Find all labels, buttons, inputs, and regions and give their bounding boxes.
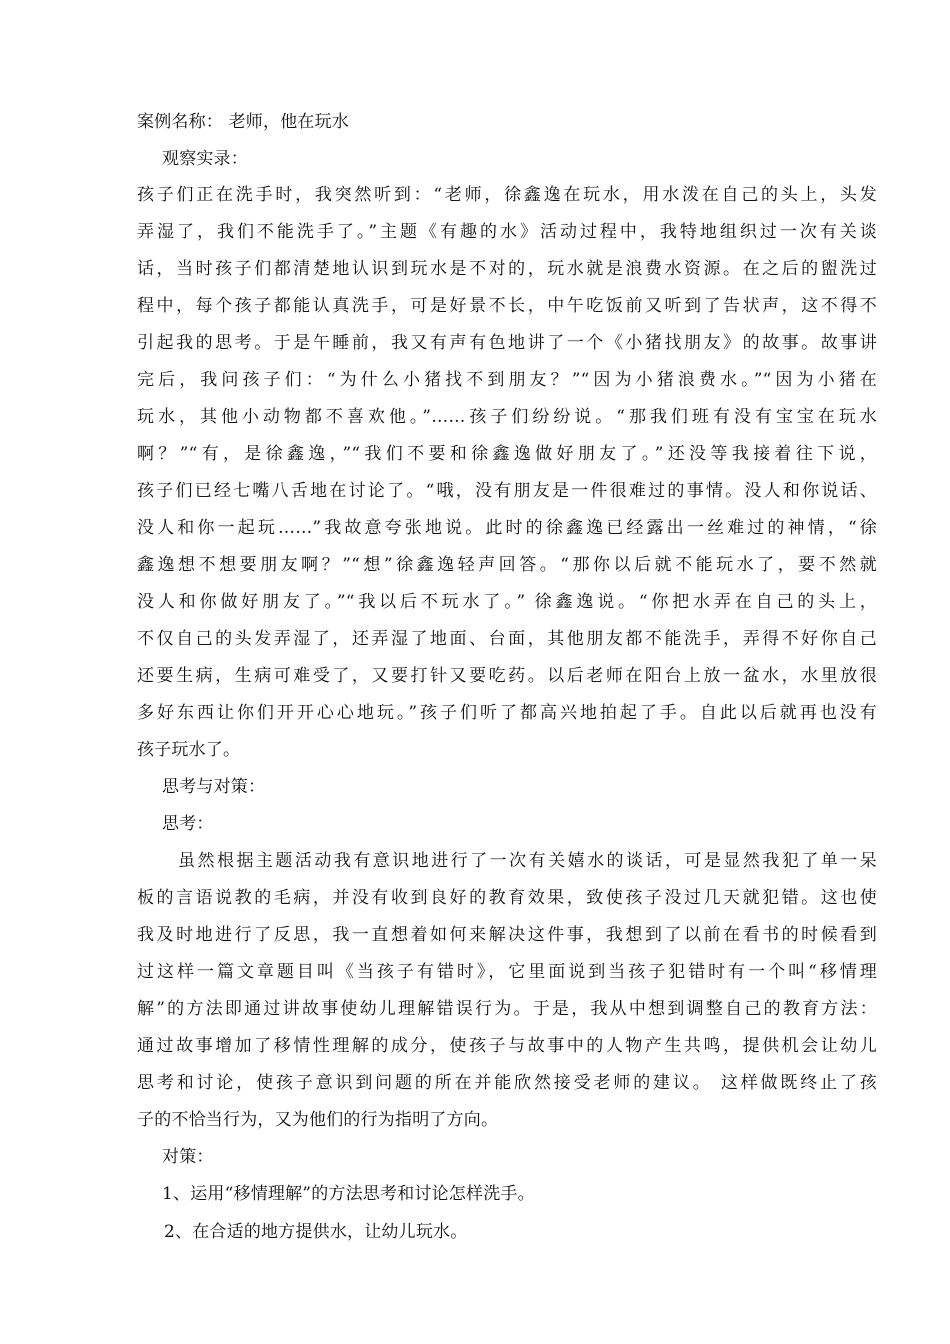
observation-line: 孩子玩水了。 <box>137 740 241 760</box>
thinking-line: 板的言语说教的毛病，并没有收到良好的教育效果，致使孩子没过几天就犯错。这也使 <box>137 888 877 908</box>
observation-line: 没人和你做好朋友了。”“我以后不玩水了。” 徐鑫逸说。“你把水弄在自己的头上， <box>137 592 877 612</box>
observation-line: 程中，每个孩子都能认真洗手，可是好景不长，中午吃饭前又听到了告状声，这不得不 <box>137 296 877 316</box>
case-title: 案例名称： 老师，他在玩水 <box>137 112 350 132</box>
observation-line: 弄湿了，我们不能洗手了。”主题《有趣的水》活动过程中，我特地组织过一次有关谈 <box>137 222 877 242</box>
observation-line: 没人和你一起玩……”我故意夸张地说。此时的徐鑫逸已经露出一丝难过的神情，“徐 <box>137 518 877 538</box>
observation-line: 不仅自己的头发弄湿了，还弄湿了地面、台面，其他朋友都不能洗手，弄得不好你自己 <box>137 629 877 649</box>
thinking-heading: 思考： <box>162 814 214 834</box>
observation-line: 话，当时孩子们都清楚地认识到玩水是不对的，玩水就是浪费水资源。在之后的盥洗过 <box>137 259 877 279</box>
observation-line: 鑫逸想不想要朋友啊？”“想”徐鑫逸轻声回答。“那你以后就不能玩水了，要不然就 <box>137 555 877 575</box>
strategy-item: 1、运用“移情理解”的方法思考和讨论怎样洗手。 <box>162 1184 535 1204</box>
thinking-line: 虽然根据主题活动我有意识地进行了一次有关嬉水的谈话，可是显然我犯了单一呆 <box>178 851 877 871</box>
observation-line: 多好东西让你们开开心心地玩。”孩子们听了都高兴地拍起了手。自此以后就再也没有 <box>137 703 877 723</box>
thinking-line: 子的不恰当行为，又为他们的行为指明了方向。 <box>137 1110 499 1130</box>
observation-line: 孩子们正在洗手时，我突然听到：“老师，徐鑫逸在玩水，用水泼在自己的头上，头发 <box>137 185 877 205</box>
thinking-line: 解”的方法即通过讲故事使幼儿理解错误行为。于是，我从中想到调整自己的教育方法： <box>137 999 877 1019</box>
strategy-heading: 对策： <box>162 1147 214 1167</box>
observation-line: 啊？”“有，是徐鑫逸，”“我们不要和徐鑫逸做好朋友了。”还没等我接着往下说， <box>137 444 877 464</box>
observation-heading: 观察实录： <box>162 149 248 169</box>
thinking-line: 思考和讨论，使孩子意识到问题的所在并能欣然接受老师的建议。 这样做既终止了孩 <box>137 1073 877 1093</box>
thinking-line: 通过故事增加了移情性理解的成分，使孩子与故事中的人物产生共鸣，提供机会让幼儿 <box>137 1036 877 1056</box>
reflection-heading: 思考与对策： <box>162 777 266 797</box>
observation-line: 引起我的思考。于是午睡前，我又有声有色地讲了一个《小猪找朋友》的故事。故事讲 <box>137 333 877 353</box>
thinking-line: 过这样一篇文章题目叫《当孩子有错时》，它里面说到当孩子犯错时有一个叫“移情理 <box>137 962 877 982</box>
observation-line: 玩水，其他小动物都不喜欢他。”……孩子们纷纷说。“那我们班有没有宝宝在玩水 <box>137 407 877 427</box>
observation-line: 孩子们已经七嘴八舌地在讨论了。“哦，没有朋友是一件很难过的事情。没人和你说话、 <box>137 481 877 501</box>
observation-line: 完后，我问孩子们：“为什么小猪找不到朋友？”“因为小猪浪费水。”“因为小猪在 <box>137 370 877 390</box>
observation-line: 还要生病，生病可难受了，又要打针又要吃药。以后老师在阳台上放一盆水，水里放很 <box>137 666 877 686</box>
thinking-line: 我及时地进行了反思，我一直想着如何来解决这件事，我想到了以前在看书的时候看到 <box>137 925 877 945</box>
strategy-item: 2、在合适的地方提供水，让幼儿玩水。 <box>164 1222 468 1242</box>
